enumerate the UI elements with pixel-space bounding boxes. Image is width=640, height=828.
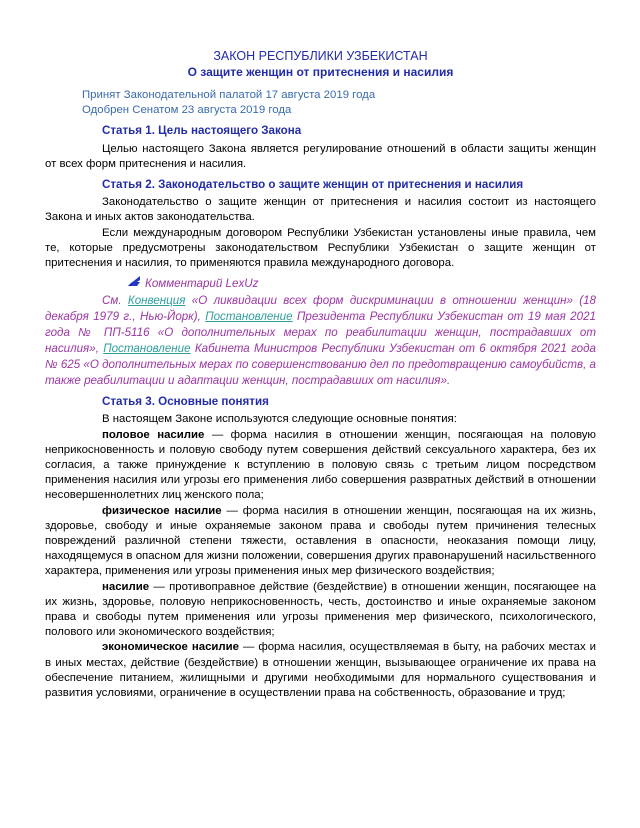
article-2-paragraph-2: Если международным договором Республики Узбекистан установлены иные правила, чем те, которые предусмотрены законодательством Республики Узбекистан о защите женщин от притеснения и насилия, то применяются правила международного договора. [45,226,596,270]
presidential-decree-link[interactable]: Постановление [205,310,293,324]
article-2-heading: Статья 2. Законодательство о защите женщин от притеснения и насилия [102,178,524,192]
definition-violence [45,580,596,641]
definition-text: — противоправное действие (бездействие) в отношении женщин, посягающее на их жизнь, здоровье, половую неприкосновенность, честь, достоинство и иные охраняемые законом права и свободы путем применения или угрозы применения мер физического, психологического, полового или экономического воздействия; [45,580,596,639]
definition-text: — форма насилия в отношении женщин, посягающая на их жизнь, здоровье, свободу и иные охраняемые законом права и свободы путем причинения телесных повреждений различной степени тяжести, оставления в опасности, неоказания помощи лицу, находящемуся в опасном для жизни положении, совершения других правонарушений насильственного характера, применения или угрозы применения иных мер физического воздействия; [45,504,596,578]
adopted-line: Принят Законодательной палатой 17 августа 2019 года [82,89,376,101]
definition-term: половое насилие [102,428,205,441]
cabinet-resolution-link[interactable]: Постановление [103,342,191,356]
lexuz-comment-paragraph [45,293,596,389]
article-3-heading: Статья 3. Основные понятия [102,395,269,409]
lexuz-comment-label: Комментарий LexUz [145,277,259,291]
definition-sexual-violence [45,428,596,504]
comment-text-segment: «О ликвидации всех форм дискриминации в отношении женщин» (18 декабря 1979 г., Нью-Йорк), [45,294,596,324]
article-2-paragraph-1: Законодательство о защите женщин от притеснения и насилия состоит из настоящего Закона и иных актов законодательства. [45,196,596,224]
definition-text: — форма насилия в отношении женщин, посягающая на половую неприкосновенность и половую свободу путем совершения действий сексуального характера, без их согласия, а также принуждение к вступлению в половую связь с третьим лицом посредством применения насилия или угрозы его применения либо совершения развратных действий в отношении несовершеннолетних лиц женского пола; [45,428,596,502]
document-subtitle: О защите женщин от притеснения и насилия [187,65,454,79]
article-3-intro: В настоящем Законе используются следующие основные понятия: [102,413,457,426]
lexuz-comment-icon [128,276,141,291]
definition-economic-violence [45,640,596,701]
comment-text-segment: Президента Республики Узбекистан от 19 мая 2021 года № ПП-5116 «О дополнительных мерах по реабилитации женщин, пострадавших от насилия», [45,310,596,356]
comment-text-segment: Кабинета Министров Республики Узбекистан от 6 октября 2021 года № 625 «О дополнительных мерах по совершенствованию дел по предотвращению самоубийств, а также реабилитации и адаптации женщин, пострадавших от насилия». [45,342,596,388]
definition-text: — форма насилия, осуществляемая в быту, на рабочих местах и в иных местах, действие (бездействие) в отношении женщин, вызывающее ограничение их права на обеспечение питанием, жилищными и другими необходимыми для нормального существования и развития условиями, ограничение в осуществлении права на собственность, образование и труд; [45,641,596,700]
definition-term: насилие [102,580,150,593]
definition-physical-violence [45,504,596,580]
comment-text-segment: См. [102,294,128,308]
convention-link[interactable]: Конвенция [127,294,186,308]
lexuz-comment-header [128,276,596,291]
definition-term: физическое насилие [102,504,222,517]
document-title: ЗАКОН РЕСПУБЛИКИ УЗБЕКИСТАН [213,49,428,63]
approved-line: Одобрен Сенатом 23 августа 2019 года [82,104,292,117]
definition-term: экономическое насилие [102,641,239,654]
article-1-paragraph: Целью настоящего Закона является регулирование отношений в области защиты женщин от всех форм притеснения и насилия. [45,142,596,170]
article-1-heading: Статья 1. Цель настоящего Закона [102,124,302,138]
